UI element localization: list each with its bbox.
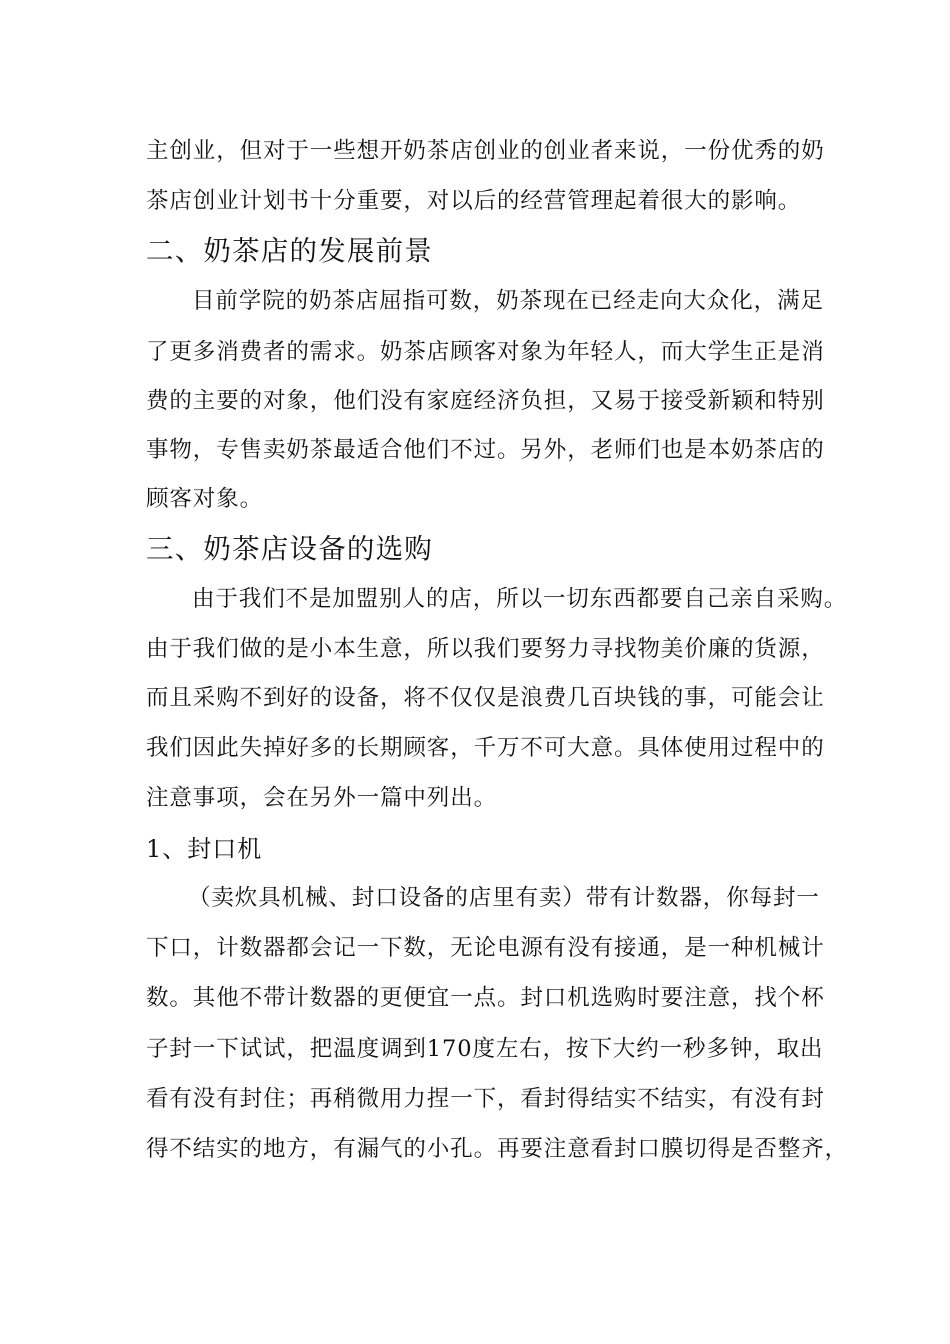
paragraph-line: 目前学院的奶茶店屈指可数，奶茶现在已经走向大众化，满足 <box>192 288 824 314</box>
subheading-sealing-machine: 1、封口机 <box>146 835 263 863</box>
paragraph-line: 茶店创业计划书十分重要，对以后的经营管理起着很大的影响。 <box>146 188 802 214</box>
paragraph-line: 主创业，但对于一些想开奶茶店创业的创业者来说，一份优秀的奶 <box>146 138 825 164</box>
section-heading-prospects: 二、奶茶店的发展前景 <box>146 235 433 267</box>
paragraph-line: （卖炊具机械、封口设备的店里有卖）带有计数器，你每封一 <box>188 885 820 911</box>
paragraph-line: 得不结实的地方，有漏气的小孔。再要注意看封口膜切得是否整齐， <box>146 1136 849 1162</box>
paragraph-line: 顾客对象。 <box>146 486 264 512</box>
paragraph-line: 下口，计数器都会记一下数，无论电源有没有接通，是一种机械计 <box>146 935 825 961</box>
paragraph-line: 子封一下试试，把温度调到170度左右，按下大约一秒多钟，取出 <box>146 1036 824 1062</box>
paragraph-line: 而且采购不到好的设备，将不仅仅是浪费几百块钱的事，可能会让 <box>146 685 825 711</box>
paragraph-line: 由于我们不是加盟别人的店，所以一切东西都要自己亲自采购。 <box>192 586 848 612</box>
paragraph-line: 看有没有封住；再稍微用力捏一下，看封得结实不结实，有没有封 <box>146 1086 825 1112</box>
paragraph-line: 事物，专售卖奶茶最适合他们不过。另外，老师们也是本奶茶店的 <box>146 437 825 463</box>
paragraph-line: 数。其他不带计数器的更便宜一点。封口机选购时要注意，找个杯 <box>146 985 825 1011</box>
paragraph-line: 我们因此失掉好多的长期顾客，千万不可大意。具体使用过程中的 <box>146 735 825 761</box>
section-heading-equipment: 三、奶茶店设备的选购 <box>146 533 433 565</box>
paragraph-line: 了更多消费者的需求。奶茶店顾客对象为年轻人，而大学生正是消 <box>146 339 825 365</box>
paragraph-line: 由于我们做的是小本生意，所以我们要努力寻找物美价廉的货源， <box>146 636 825 662</box>
paragraph-line: 费的主要的对象，他们没有家庭经济负担，又易于接受新颖和特别 <box>146 388 825 414</box>
paragraph-line: 注意事项，会在另外一篇中列出。 <box>146 785 498 811</box>
